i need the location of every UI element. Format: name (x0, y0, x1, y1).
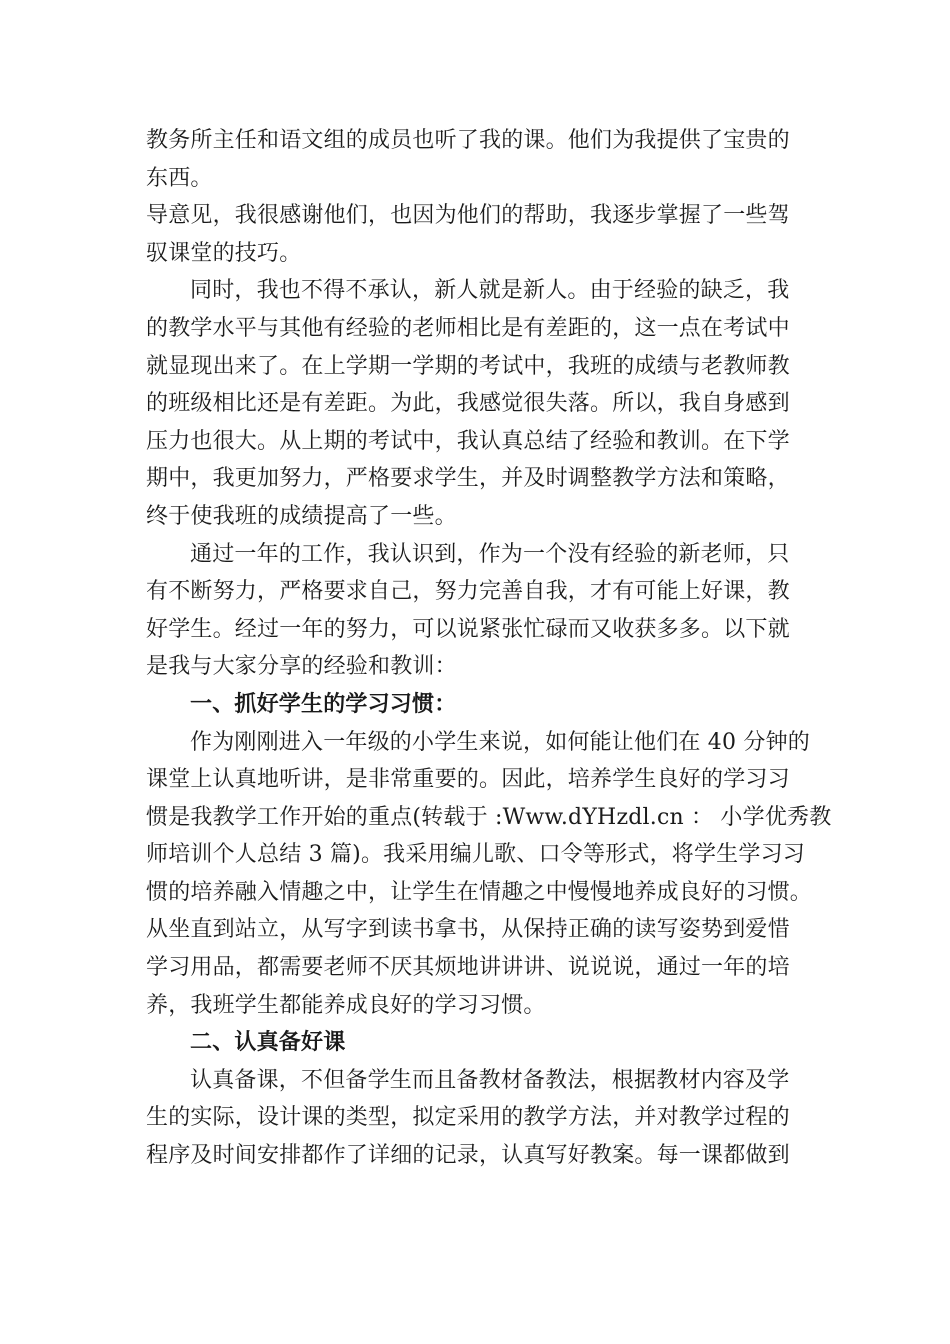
text-line: 认真备课，不但备学生而且备教材备教法，根据教材内容及学 (190, 1067, 790, 1093)
text-line: 养，我班学生都能养成良好的学习习惯。 (146, 992, 546, 1018)
text-line: 终于使我班的成绩提高了一些。 (146, 503, 457, 529)
text-line: 作为刚刚进入一年级的小学生来说，如何能让他们在 40 分钟的 (190, 729, 810, 755)
section-heading: 一、抓好学生的学习习惯： (190, 691, 457, 717)
text-line: 生的实际，设计课的类型，拟定采用的教学方法，并对教学过程的 (146, 1105, 790, 1131)
section-heading: 二、认真备好课 (190, 1030, 346, 1056)
text-line: 导意见，我很感谢他们，也因为他们的帮助，我逐步掌握了一些驾 (146, 203, 790, 229)
text-line: 压力也很大。从上期的考试中，我认真总结了经验和教训。在下学 (146, 428, 790, 454)
text-line: 从坐直到站立，从写字到读书拿书，从保持正确的读写姿势到爱惜 (146, 917, 790, 943)
text-line: 期中，我更加努力，严格要求学生，并及时调整教学方法和策略， (146, 466, 790, 492)
text-line: 东西。 (146, 165, 213, 191)
document-page (146, 122, 832, 1175)
text-line: 驭课堂的技巧。 (146, 240, 302, 266)
text-line: 好学生。经过一年的努力，可以说紧张忙碌而又收获多多。以下就 (146, 616, 790, 642)
text-line: 的教学水平与其他有经验的老师相比是有差距的，这一点在考试中 (146, 315, 790, 341)
text-line: 教务所主任和语文组的成员也听了我的课。他们为我提供了宝贵的 (146, 128, 790, 153)
text-line: 课堂上认真地听讲，是非常重要的。因此，培养学生良好的学习习 (146, 767, 790, 793)
text-line: 就显现出来了。在上学期一学期的考试中，我班的成绩与老教师教 (146, 353, 790, 379)
text-line: 师培训个人总结 3 篇)。我采用编儿歌、口令等形式，将学生学习习 (146, 842, 805, 868)
text-line: 同时，我也不得不承认，新人就是新人。由于经验的缺乏，我 (190, 278, 790, 304)
text-line: 学习用品，都需要老师不厌其烦地讲讲讲、说说说，通过一年的培 (146, 955, 790, 981)
text-line: 的班级相比还是有差距。为此，我感觉很失落。所以，我自身感到 (146, 391, 790, 417)
text-line: 惯的培养融入情趣之中，让学生在情趣之中慢慢地养成良好的习惯。 (146, 879, 813, 905)
text-line: 通过一年的工作，我认识到，作为一个没有经验的新老师，只 (190, 541, 790, 567)
text-line: 程序及时间安排都作了详细的记录，认真写好教案。每一课都做到 (146, 1143, 790, 1169)
text-line: 是我与大家分享的经验和教训： (146, 654, 457, 680)
text-line: 惯是我教学工作开始的重点(转载于 :Www.dYHzdl.cn ： 小学优秀教 (146, 804, 832, 830)
text-line: 有不断努力，严格要求自己，努力完善自我，才有可能上好课，教 (146, 579, 790, 605)
